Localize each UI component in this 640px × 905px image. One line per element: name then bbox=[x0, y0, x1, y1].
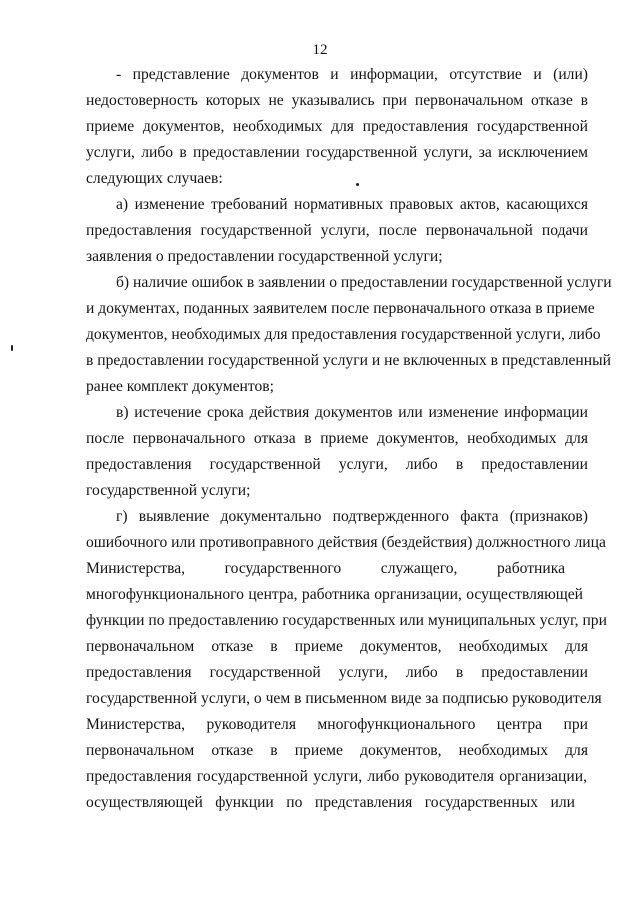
text-line: государственной услуги, о чем в письменном виде за подписью руководителя bbox=[86, 690, 602, 707]
text-line: услуги, либо в предоставлении государственной услуги, за исключением bbox=[86, 144, 588, 161]
text-line: б) наличие ошибок в заявлении о предоставлении государственной услуги bbox=[116, 274, 612, 291]
text-line: осуществляющей функции по представления государственных или bbox=[86, 794, 575, 811]
page-number: 12 bbox=[312, 42, 328, 58]
text-line: многофункционального центра, работника организации, осуществляющей bbox=[86, 586, 583, 603]
text-line: а) изменение требований нормативных правовых актов, касающихся bbox=[116, 196, 588, 213]
text-line: г) выявление документально подтвержденного факта (признаков) bbox=[116, 508, 588, 525]
text-line: и документах, поданных заявителем после первоначального отказа в приеме bbox=[86, 300, 595, 317]
text-line: первоначальном отказе в приеме документов, необходимых для bbox=[86, 742, 588, 759]
text-line: приеме документов, необходимых для предоставления государственной bbox=[86, 118, 588, 135]
text-line: ранее комплект документов; bbox=[86, 378, 274, 395]
text-line: первоначальном отказе в приеме документов, необходимых для bbox=[86, 638, 588, 655]
text-line: Министерства, государственного служащего, работника bbox=[86, 560, 565, 577]
text-line: документов, необходимых для предоставления государственной услуги, либо bbox=[86, 326, 601, 343]
text-line: следующих случаев: bbox=[86, 170, 223, 187]
text-line: предоставления государственной услуги, после первоначальной подачи bbox=[86, 222, 588, 239]
text-line: - представление документов и информации, отсутствие и (или) bbox=[116, 66, 588, 83]
scan-tick bbox=[11, 345, 13, 351]
text-line: Министерства, руководителя многофункционального центра при bbox=[86, 716, 588, 733]
text-line: в предоставлении государственной услуги и не включенных в представленный bbox=[86, 352, 611, 369]
text-line: предоставления государственной услуги, либо в предоставлении bbox=[86, 664, 588, 681]
text-line: ошибочного или противоправного действия (бездействия) должностного лица bbox=[86, 534, 606, 551]
text-line: заявления о предоставлении государственной услуги; bbox=[86, 248, 443, 265]
text-line: функции по предоставлению государственных или муниципальных услуг, при bbox=[86, 612, 607, 629]
text-line: недостоверность которых не указывались при первоначальном отказе в bbox=[86, 92, 588, 109]
text-line: государственной услуги; bbox=[86, 482, 251, 499]
text-line: после первоначального отказа в приеме документов, необходимых для bbox=[86, 430, 588, 447]
text-line: предоставления государственной услуги, либо в предоставлении bbox=[86, 456, 588, 473]
text-line: в) истечение срока действия документов или изменение информации bbox=[116, 404, 588, 421]
text-line: предоставления государственной услуги, либо руководителя организации, bbox=[86, 768, 587, 785]
